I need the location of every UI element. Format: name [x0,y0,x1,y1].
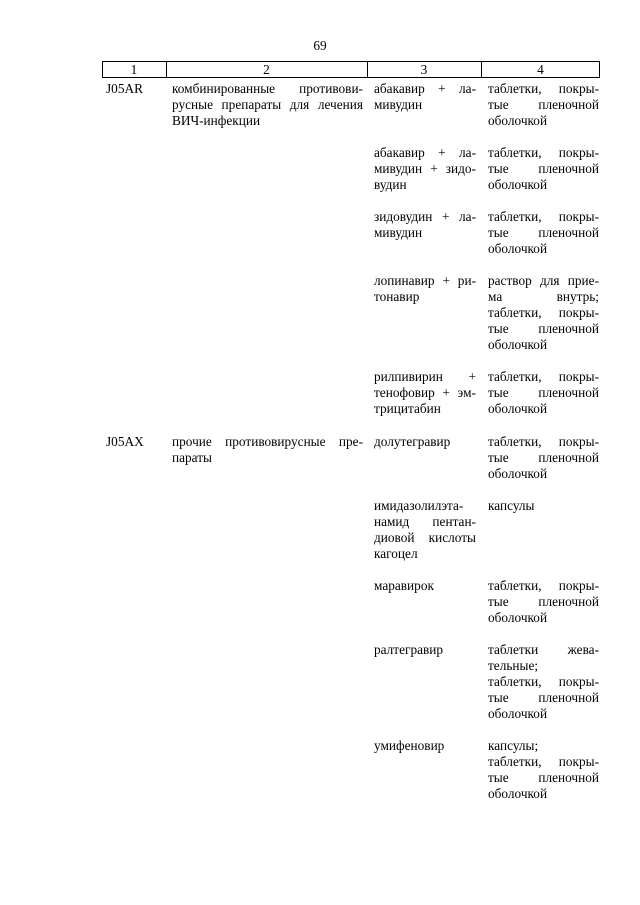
drug-name [374,738,476,754]
text-line: абакавир + ла- [374,145,476,160]
text-line: диовой кислоты [374,530,476,545]
header-border [599,62,600,77]
dosage-form [488,273,599,353]
text-line: абакавир + ла- [374,81,476,96]
text-line: тые пленочной [488,321,599,336]
drug-name [374,578,476,594]
text-line: имидазолилэта- [374,498,464,513]
text-line: таблетки, покры- [488,81,599,96]
text-line: тые пленочной [488,161,599,176]
text-line: таблетки жева- [488,642,599,657]
text-line: оболочкой [488,466,548,481]
text-line: таблетки, покры- [488,305,599,320]
text-line: кагоцел [374,546,418,561]
dosage-form [488,498,599,514]
header-divider [367,62,368,77]
drug-name [374,273,476,305]
atc-code: J05AX [106,434,144,449]
atc-code: J05AR [106,81,143,96]
text-line: намид пентан- [374,514,476,529]
dosage-form [488,369,599,417]
header-divider [481,62,482,77]
drug-name [374,642,476,658]
dosage-form [488,642,599,722]
text-line: вудин [374,177,407,192]
text-line: таблетки, покры- [488,674,599,689]
text-line: капсулы; [488,738,539,753]
text-line: тельные; [488,658,539,673]
text-line: трицитабин [374,401,441,416]
text-line: оболочкой [488,401,548,416]
drug-name [374,369,476,417]
page-number: 69 [313,38,327,53]
text-line: оболочкой [488,786,548,801]
dosage-form [488,738,599,802]
group-name [172,434,363,466]
dosage-form [488,81,599,129]
header-col-1: 1 [130,62,138,77]
text-line: таблетки, покры- [488,578,599,593]
text-line: таблетки, покры- [488,145,599,160]
text-line: долутегравир [374,434,451,449]
dosage-form [488,145,599,193]
text-line: рилпивирин + [374,369,476,384]
header-border [102,62,103,77]
dosage-form [488,209,599,257]
text-line: прочие противовирусные пре- [172,434,363,449]
text-line: оболочкой [488,706,548,721]
text-line: тые пленочной [488,97,599,112]
drug-name [374,498,476,562]
text-line: параты [172,450,212,465]
drug-name [374,81,476,113]
text-line: ВИЧ-инфекции [172,113,261,128]
table-header [102,61,600,78]
header-divider [166,62,167,77]
header-col-2: 2 [263,62,270,77]
text-line: оболочкой [488,610,548,625]
text-line: оболочкой [488,113,548,128]
text-line: тенофовир + эм- [374,385,476,400]
text-line: оболочкой [488,177,548,192]
header-col-4: 4 [537,62,544,77]
text-line: таблетки, покры- [488,434,599,449]
text-line: тые пленочной [488,385,599,400]
text-line: мивудин [374,225,423,240]
drug-name [374,434,476,450]
group-name [172,81,363,129]
text-line: раствор для прие- [488,273,599,288]
text-line: мивудин [374,97,423,112]
dosage-form [488,578,599,626]
text-line: оболочкой [488,337,548,352]
header-col-3: 3 [420,62,428,77]
drug-name [374,209,476,241]
text-line: тые пленочной [488,770,599,785]
text-line: комбинированные противови- [172,81,363,96]
text-line: тые пленочной [488,450,599,465]
text-line: тые пленочной [488,594,599,609]
text-line: ма внутрь; [488,289,599,304]
text-line: оболочкой [488,241,548,256]
text-line: лопинавир + ри- [374,273,476,288]
text-line: русные препараты для лечения [172,97,363,112]
text-line: зидовудин + ла- [374,209,476,224]
text-line: умифеновир [374,738,445,753]
text-line: тонавир [374,289,420,304]
text-line: тые пленочной [488,225,599,240]
dosage-form [488,434,599,482]
text-line: капсулы [488,498,535,513]
text-line: таблетки, покры- [488,754,599,769]
text-line: тые пленочной [488,690,599,705]
text-line: ралтегравир [374,642,444,657]
text-line: маравирок [374,578,434,593]
text-line: таблетки, покры- [488,369,599,384]
text-line: таблетки, покры- [488,209,599,224]
drug-name [374,145,476,193]
text-line: мивудин + зидо- [374,161,476,176]
